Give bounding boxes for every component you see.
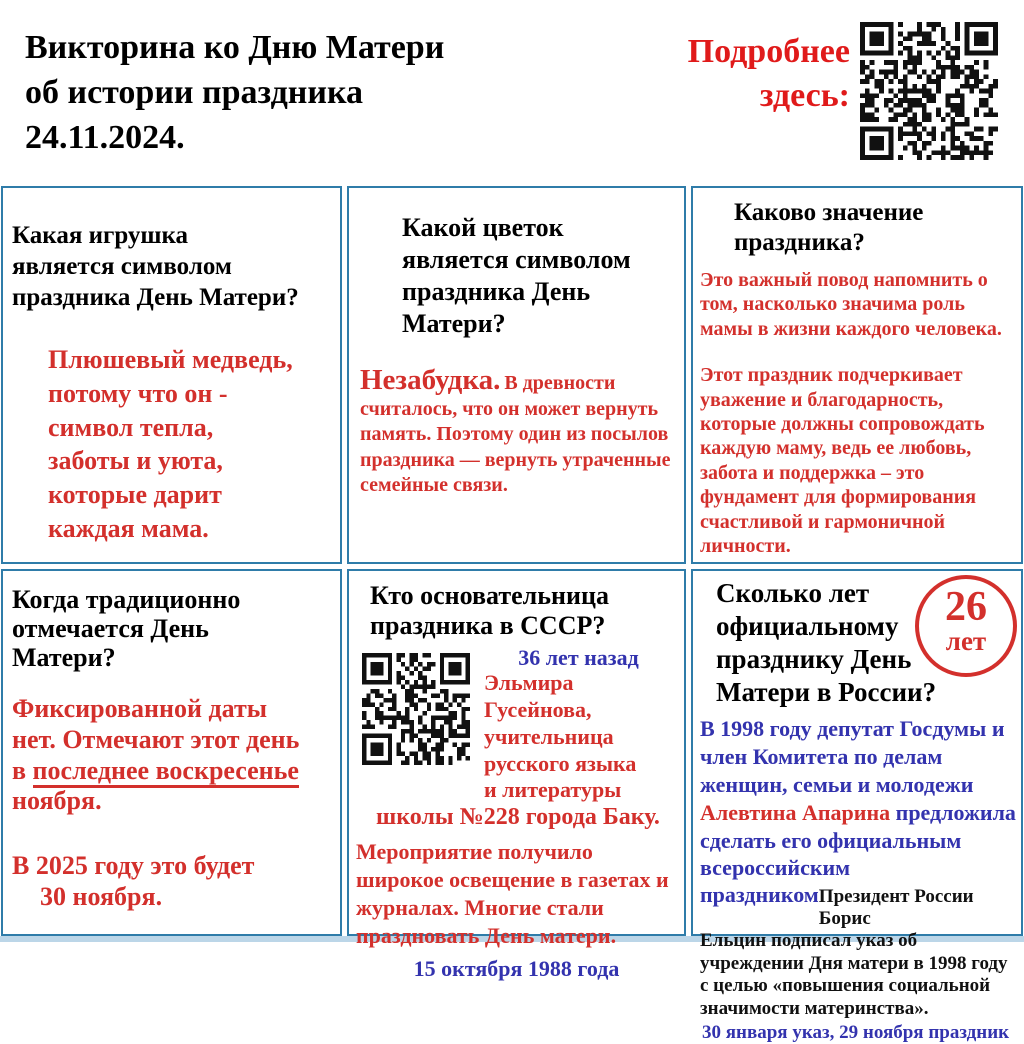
founder-name-line: Эльмира Гусейнова, [484, 670, 592, 722]
toy-answer-line: потому что он - [48, 378, 228, 408]
meaning-paragraph-2: Этот праздник подчеркивает уважение и благодарность, которые должны сопровождать каждую маму, ведь ее любовь, забота и поддержка – это фундамент для формирования счастливой и гармоничной личности. [700, 364, 985, 557]
founder-school-line: школы №228 города Баку. [376, 804, 660, 831]
toy-answer [48, 343, 335, 546]
header [0, 0, 1024, 186]
qr-code-icon [860, 22, 998, 160]
age-badge-number: 26 [945, 584, 987, 630]
age-question-line: Сколько лет [716, 578, 870, 608]
flower-question-line: праздника День [402, 276, 591, 306]
founder-qr-row [354, 645, 679, 804]
flower-question [402, 212, 679, 340]
meaning-question [734, 198, 1016, 258]
more-here-label [688, 30, 850, 118]
founder-side-text [470, 645, 679, 804]
quiz-table [1, 186, 1023, 1043]
age-blue-last-word: праздником [700, 882, 819, 908]
age-question-line: празднику День [716, 643, 912, 674]
when-question-line: отмечается День [12, 614, 209, 644]
cell-meaning-question [691, 186, 1023, 564]
age-note: Ельцин подписал указ об учреждении Дня матери в 1998 году с целью «повышения социальной значимости материнства». [700, 930, 1008, 1019]
title-line-1: Викторина ко Дню Матери [25, 29, 445, 66]
more-here-line-2: здесь: [759, 77, 850, 115]
toy-answer-line: заботы и уюта, [48, 446, 223, 476]
when-answer-line: в последнее воскресенье [12, 756, 335, 787]
toy-question-line: Какая игрушка [12, 222, 189, 249]
toy-question-line: праздника День Матери? [12, 284, 299, 311]
cell-flower-question [347, 186, 686, 564]
age-deputy-name: Алевтина Апарина [700, 799, 891, 825]
when-future-line: 30 ноября. [40, 881, 163, 911]
page-title [25, 26, 444, 161]
when-question [12, 585, 335, 672]
founder-question [370, 581, 679, 641]
title-line-3: 24.11.2024. [25, 118, 185, 156]
founder-years-ago: 36 лет назад [518, 644, 639, 670]
flower-answer [360, 364, 677, 499]
cell-age-question [691, 569, 1023, 1043]
when-answer-line: ноября. [12, 786, 102, 816]
flower-question-line: Какой цветок [402, 213, 564, 242]
when-future-line: В 2025 году это будет [12, 851, 255, 881]
cell-when-question [1, 569, 342, 936]
founder-date: 15 октября 1988 года [413, 955, 620, 981]
title-line-2: об истории праздника [25, 73, 364, 111]
toy-answer-line: которые дарит [48, 480, 222, 510]
toy-question [12, 220, 335, 313]
founder-paragraph: Мероприятие получило широкое освещение в газетах и журналах. Многие стали праздновать День матери. [356, 838, 669, 948]
more-here-line-1: Подробнее [687, 33, 850, 70]
age-blue-paragraph: В 1998 году депутат Госдумы и член Комитета по делам женщин, семьи и молодежи Алевтина Апарина предложила сделать его официальным всероссийским [700, 715, 1016, 881]
founder-question-line: праздника в СССР? [370, 610, 606, 640]
age-badge-unit: лет [945, 626, 987, 657]
age-badge [915, 575, 1017, 677]
meaning-paragraph-1: Это важный повод напомнить о том, насколько значима роль мамы в жизни каждого человека. [700, 269, 1002, 340]
cell-founder-question [347, 569, 686, 981]
toy-answer-line: Плюшевый медведь, [48, 345, 293, 374]
age-question-line: официальному [716, 610, 899, 641]
age-question-line: Матери в России? [716, 676, 937, 707]
flower-answer-lead: Незабудка. [360, 363, 501, 396]
founder-name-line: учительница [484, 723, 614, 749]
qr-code-icon [362, 653, 470, 765]
cell-toy-question [1, 186, 342, 564]
underlined-phrase: последнее воскресенье [33, 756, 299, 788]
age-footer: 30 января указ, 29 ноября праздник [702, 1022, 1010, 1043]
when-future [12, 851, 335, 912]
age-last-row [700, 882, 1014, 930]
toy-answer-line: каждая мама. [48, 513, 209, 543]
when-question-line: Когда традиционно [12, 585, 241, 614]
when-answer-line: нет. Отмечают этот день [12, 725, 300, 754]
when-answer-line: Фиксированной даты [12, 694, 268, 724]
flower-answer-rest: В древности считалось, что он может вернуть память. Поэтому один из посылов праздника — вернуть утраченные семейные связи. [360, 371, 671, 497]
flower-question-line: является символом [402, 244, 631, 274]
age-note-first-line: Президент России Борис [818, 886, 974, 930]
toy-question-line: является символом [12, 253, 232, 280]
meaning-question-line: праздника? [734, 229, 865, 256]
founder-question-line: Кто основательница [370, 581, 609, 610]
meaning-question-line: Каково значение [734, 199, 924, 226]
toy-answer-line: символ тепла, [48, 412, 214, 442]
when-question-line: Матери? [12, 643, 116, 673]
founder-name-line: и литературы [484, 777, 622, 803]
founder-name-line: русского языка [484, 750, 637, 776]
flower-question-line: Матери? [402, 308, 506, 338]
when-answer [12, 694, 335, 912]
